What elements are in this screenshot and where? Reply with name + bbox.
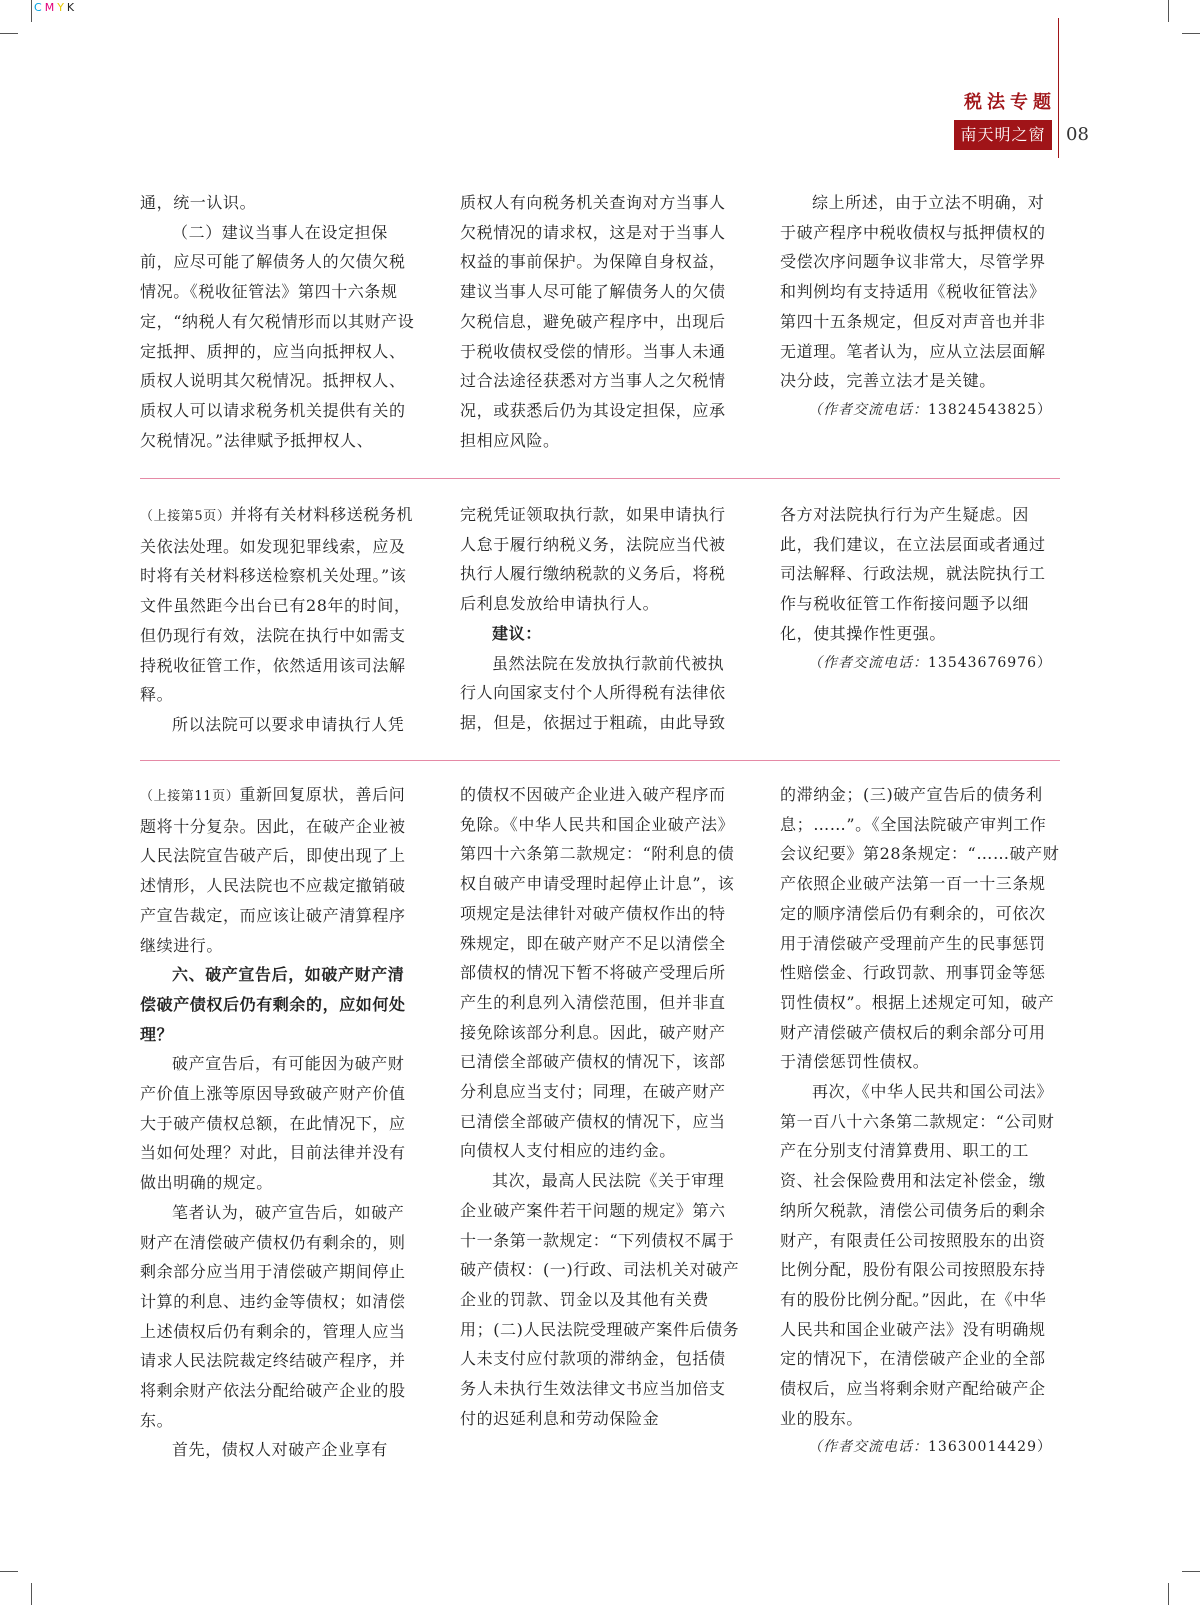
crop-mark — [1182, 1571, 1200, 1572]
column-tag: 南天明之窗 — [954, 120, 1052, 150]
paragraph — [140, 500, 420, 710]
article-column — [780, 780, 1060, 1463]
article-column — [140, 188, 420, 455]
author-contact-number: 13543676976） — [928, 654, 1052, 671]
author-contact — [780, 396, 1060, 426]
article-column — [140, 500, 420, 740]
subheading: 建议： — [492, 623, 542, 643]
crop-mark — [0, 33, 18, 34]
article-block — [140, 188, 1060, 458]
paragraph: 质权人有向税务机关查询对方当事人欠税情况的请求权，这是对于当事人权益的事前保护。为保障自身权益，建议当事人尽可能了解债务人的欠债欠税信息，避免破产程序中，出现后于税收债权受偿的情形。当事人未通过合法途径获悉对方当事人之欠税情况，或获悉后仍为其设定担保，应承担相应风险。 — [460, 193, 726, 450]
author-contact-number: 13630014429） — [928, 1439, 1052, 1456]
paragraph: 笔者认为，破产宣告后，如破产财产在清偿破产债权仍有剩余的，则剩余部分应当用于清偿破产期间停止计算的利息、违约金等债权；如清偿上述债权后仍有剩余的，管理人应当请求人民法院裁定终结破产程序，并将剩余财产依法分配给破产企业的股东。 — [140, 1202, 406, 1430]
article-block — [140, 500, 1060, 740]
article-column — [140, 780, 420, 1465]
paragraph: 的滞纳金；(三)破产宣告后的债务利息；……”。《全国法院破产审判工作会议纪要》第28条规定：“……破产财产依照企业破产法第一百一十三条规定的顺序清偿后仍有剩余的，可依次用于清偿破产受理前产生的民事惩罚性赔偿金、行政罚款、刑事罚金等惩罚性债权”。根据上述规定可知，破产财产清偿破产债权后的剩余部分可用于清偿惩罚性债权。 — [780, 785, 1060, 1072]
header-rule — [1058, 18, 1059, 158]
page-number: 08 — [1066, 124, 1089, 145]
paragraph: 首先，债权人对破产企业享有 — [172, 1440, 388, 1460]
author-contact-label: （作者交流电话： — [808, 654, 928, 671]
paragraph: 完税凭证领取执行款，如果申请执行人怠于履行纳税义务，法院应当代被执行人履行缴纳税款的义务后，将税后利息发放给申请执行人。 — [460, 505, 726, 614]
paragraph: 所以法院可以要求申请执行人凭 — [172, 714, 405, 734]
paragraph: 综上所述，由于立法不明确，对于破产程序中税收债权与抵押债权的受偿次序问题争议非常大，尽管学界和判例均有支持适用《税收征管法》第四十五条规定，但反对声音也并非无道理。笔者认为，应从立法层面解决分歧，完善立法才是关键。 — [780, 193, 1046, 391]
crop-mark — [31, 0, 32, 22]
article-column — [780, 188, 1060, 426]
author-contact — [780, 1433, 1060, 1463]
crop-mark — [0, 1571, 18, 1572]
paragraph: 的债权不因破产企业进入破产程序而免除。《中华人民共和国企业破产法》第四十六条第二款规定：“附利息的债权自破产申请受理时起停止计息”，该项规定是法律针对破产债权作出的特殊规定，即在破产财产不足以清偿全部债权的情况下暂不将破产受理后所产生的利息列入清偿范围，但并非直接免除该部分利息。因此，破产财产已清偿全部破产债权的情况下，该部分利息应当支付；同理，在破产财产已清偿全部破产债权的情况下，应当向债权人支付相应的违约金。 — [460, 785, 735, 1161]
paragraph: 各方对法院执行行为产生疑虑。因此，我们建议，在立法层面或者通过司法解释、行政法规，就法院执行工作与税收征管工作衔接问题予以细化，使其操作性更强。 — [780, 505, 1046, 643]
section-title: 税法专题 — [964, 92, 1056, 113]
author-contact-number: 13824543825） — [928, 401, 1052, 418]
article-block — [140, 780, 1060, 1470]
author-contact — [780, 649, 1060, 679]
subheading: 六、破产宣告后，如破产财产清偿破产债权后仍有剩余的，应如何处理？ — [140, 965, 406, 1044]
article-column — [460, 780, 740, 1433]
paragraph: （二）建议当事人在设定担保前，应尽可能了解债务人的欠债欠税情况。《税收征管法》第四十六条规定，“纳税人有欠税情形而以其财产设定抵押、质押的，应当向抵押权人、质权人说明其欠税情况。抵押权人、质权人可以请求税务机关提供有关的欠税情况。”法律赋予抵押权人、 — [140, 222, 415, 450]
paragraph — [140, 780, 420, 960]
paragraph-text: 并将有关材料移送税务机关依法处理。如发现犯罪线索，应及时将有关材料移送检察机关处理。”该文件虽然距今出台已有28年的时间，但仍现行有效，法院在执行中如需支持税收征管工作，依然适用该司法解释。 — [140, 505, 414, 705]
paragraph: 破产宣告后，有可能因为破产财产价值上涨等原因导致破产财产价值大于破产债权总额，在此情况下，应当如何处理？对此，目前法律并没有做出明确的规定。 — [140, 1054, 406, 1193]
author-contact-label: （作者交流电话： — [808, 401, 928, 418]
continued-from-label: （上接第5页） — [140, 509, 231, 524]
article-divider — [140, 760, 1060, 761]
paragraph: 其次，最高人民法院《关于审理企业破产案件若干问题的规定》第六十一条第一款规定：“下列债权不属于破产债权：(一)行政、司法机关对破产企业的罚款、罚金以及其他有关费用；(二)人民法院受理破产案件后债务人未支付应付款项的滞纳金，包括债务人未执行生效法律文书应当加倍支付的迟延利息和劳动保险金 — [460, 1171, 740, 1428]
article-divider — [140, 478, 1060, 479]
article-column — [780, 500, 1060, 678]
crop-mark — [31, 1583, 32, 1605]
paragraph: 虽然法院在发放执行款前代被执行人向国家支付个人所得税有法律依据，但是，依据过于粗疏，由此导致 — [460, 653, 726, 732]
color-registration-mark: CMYK — [34, 1, 78, 14]
crop-mark — [1168, 0, 1169, 22]
paragraph: 再次，《中华人民共和国公司法》第一百八十六条第二款规定：“公司财产在分别支付清算费用、职工的工资、社会保险费用和法定补偿金，缴纳所欠税款，清偿公司债务后的剩余财产，有限责任公司按照股东的出资比例分配，股份有限公司按照股东持有的股份比例分配。”因此，在《中华人民共和国企业破产法》没有明确规定的情况下，在清偿破产企业的全部债权后，应当将剩余财产配给破产企业的股东。 — [780, 1082, 1055, 1428]
continued-from-label: （上接第11页） — [140, 789, 240, 804]
paragraph-text: 重新回复原状，善后问题将十分复杂。因此，在破产企业被人民法院宣告破产后，即使出现了上述情形，人民法院也不应裁定撤销破产宣告裁定，而应该让破产清算程序继续进行。 — [140, 785, 406, 955]
crop-mark — [1168, 1583, 1169, 1605]
article-column — [460, 500, 740, 738]
article-column — [460, 188, 740, 455]
author-contact-label: （作者交流电话： — [808, 1439, 928, 1456]
crop-mark — [1182, 33, 1200, 34]
paragraph: 通，统一认识。 — [140, 193, 257, 212]
